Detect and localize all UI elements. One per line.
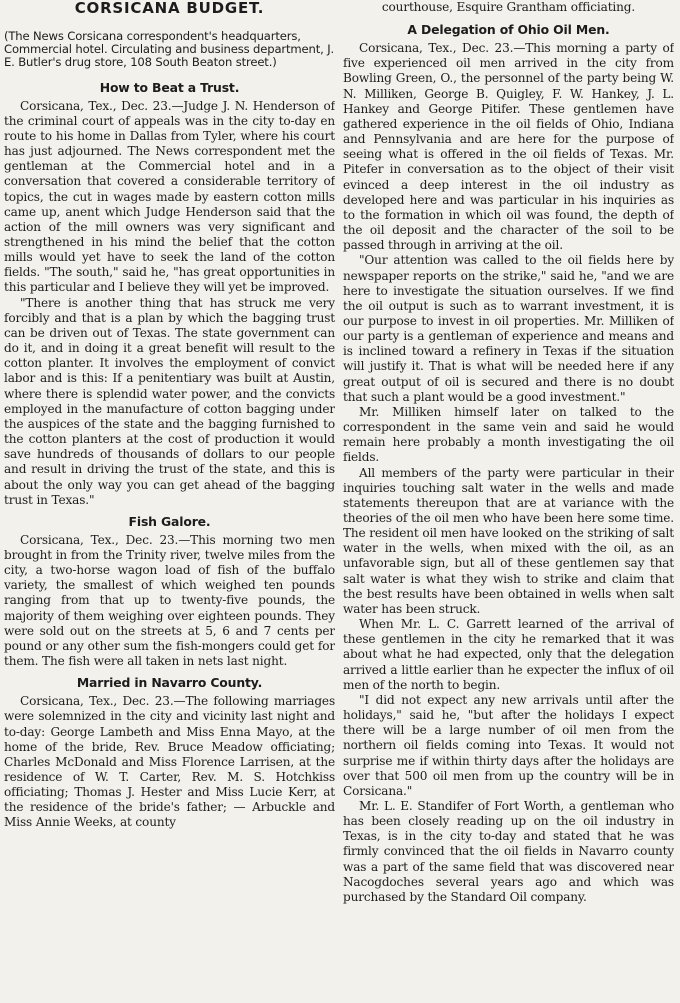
article-trust (4, 80, 335, 508)
article-paragraph: "Our attention was called to the oil fields here by newspaper reports on the strike," said he, "and we are here to investigate the situation ourselves. If we find the oil output is such as to warrant investment, it is our purpose to invest in oil properties. Mr. Milliken of our party is a gentleman of experience and means and is inclined toward a refinery in Texas if the situation will justify it. That is what will be needed here if any great output of oil is secured and there is no doubt that such a plant would be a good investment." (343, 253, 674, 404)
article-headline: Married in Navarro County. (76, 675, 263, 691)
correspondent-note: (The News Corsicana correspondent's headquarters, Commercial hotel. Circulating and business department, J. E. Butler's drug store, 108 South Beaton street.) (4, 29, 335, 70)
article-paragraph: All members of the party were particular in their inquiries touching salt water in the wells and made statements thereupon that are at variance with the theories of the oil men who have been here some time. The resident oil men have looked on the striking of salt water in the wells, when mixed with the oil, as an unfavorable sign, but all of these gentlemen say that salt water is what they wish to strike and claim that the best results have been obtained in wells when salt water has been struck. (343, 465, 674, 616)
article-paragraph: Mr. L. E. Standifer of Fort Worth, a gentleman who has been closely reading up on the oil industry in Texas, is in the city to-day and stated that he was firmly convinced that the oil fields in Navarro county was a part of the same field that was discovered near Nacogdoches several years ago and which was purchased by the Standard Oil company. (343, 798, 674, 904)
article-paragraph: "I did not expect any new arrivals until after the holidays," said he, "but after the holidays I expect there will be a large number of oil men from the northern oil fields coming into Texas. It would not surprise me if within thirty days after the holidays are over that 500 oil men from up the country will be in Corsicana." (343, 692, 674, 798)
article-paragraph: Mr. Milliken himself later on talked to the correspondent in the same vein and said he would remain here probably a month investigating the oil fields. (343, 404, 674, 465)
article-paragraph: When Mr. L. C. Garrett learned of the arrival of these gentlemen in the city he remarked that it was about what he had expected, only that the delegation arrived a little earlier than he expecter the influx of oil men of the north to begin. (343, 617, 674, 692)
article-paragraph: Corsicana, Tex., Dec. 23.—This morning two men brought in from the Trinity river, twelve miles from the city, a two-horse wagon load of fish of the buffalo variety, the smallest of which weighed ten pounds ranging from that up to twenty-five pounds, the majority of them weighing over eighteen pounds. They were sold out on the streets at 5, 6 and 7 cents per pound or any other sum the fish-mongers could get for them. The fish were all taken in nets last night. (4, 532, 335, 669)
article-paragraph: "There is another thing that has struck me very forcibly and that is a plan by which the bagging trust can be driven out of Texas. The state government can do it, and in doing it a great benefit will result to the cotton planter. It involves the employment of convict labor and is this: If a penitentiary was built at Austin, where there is splendid water power, and the convicts employed in the manufacture of cotton bagging under the auspices of the state and the bagging furnished to the cotton planters at the cost of production it would save hundreds of thousands of dollars to our people and result in driving the trust of the state, and this is about the only way you can get ahead of the bagging trust in Texas." (4, 295, 335, 507)
article-headline: A Delegation of Ohio Oil Men. (407, 22, 610, 38)
left-column (4, 0, 335, 1003)
right-column (343, 0, 674, 1003)
article-headline: How to Beat a Trust. (99, 79, 240, 95)
article-paragraph: Corsicana, Tex., Dec. 23.—This morning a party of five experienced oil men arrived in the city from Bowling Green, O., the personnel of the party being W. N. Milliken, George B. Quigley, F. W. Hankey, J. L. Hankey and George Pitifer. These gentlemen have gathered experience in the oil fields of Ohio, Indiana and Pennsylvania and are here for the purpose of seeing what is offered in the oil fields of Texas. Mr. Pitefer in conversation as to the object of their visit evinced a deep interest in the oil industry as developed here and was particular in his inquiries as to the formation in which oil was found, the depth of the oil deposit and the character of the soil to be passed through in arriving at the oil. (343, 41, 674, 253)
article-fish (4, 514, 335, 669)
masthead: CORSICANA BUDGET. (74, 0, 265, 17)
carryover-line: courthouse, Esquire Grantham officiating. (381, 0, 636, 14)
article-marriages (4, 675, 335, 830)
article-headline: Fish Galore. (128, 513, 211, 529)
article-paragraph: Corsicana, Tex., Dec. 23.—Judge J. N. Henderson of the criminal court of appeals was in the city to-day en route to his home in Dallas from Tyler, where his court has just adjourned. The News correspondent met the gentleman at the Commercial hotel and in a conversation that covered a considerable territory of topics, the cut in wages made by eastern cotton mills came up, anent which Judge Henderson said that the action of the mill owners was very significant and strengthened in his mind the belief that the cotton mills would yet have to seek the land of the cotton fields. "The south," said he, "has great opportunities in this particular and I believe they will yet be improved. (4, 98, 335, 295)
article-paragraph: Corsicana, Tex., Dec. 23.—The following marriages were solemnized in the city and vicinity last night and to-day: George Lambeth and Miss Enna Mayo, at the home of the bride, Rev. Bruce Meadow officiating; Charles McDonald and Miss Florence Larrisen, at the residence of W. T. Carter, Rev. M. S. Hotchkiss officiating; Thomas J. Hester and Miss Lucie Kerr, at the residence of the bride's father; — Arbuckle and Miss Annie Weeks, at county (4, 694, 335, 830)
article-oil-men (343, 22, 674, 905)
